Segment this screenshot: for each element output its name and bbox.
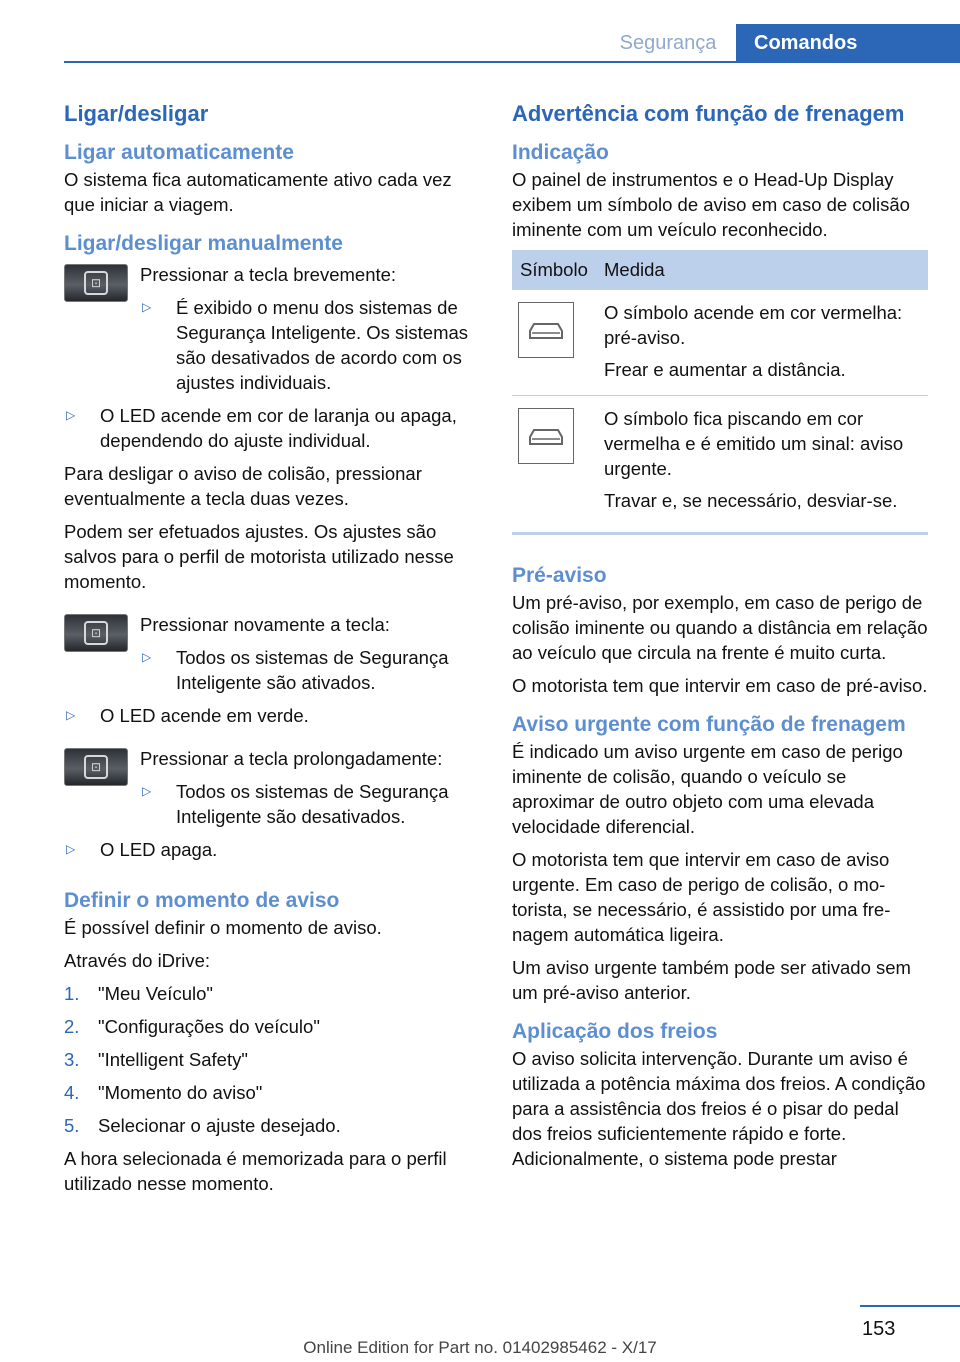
- bullet-text: É exibido o menu dos sistemas de Segurança Inteligente. Os sistemas são desativados de acordo com os ajustes individuais.: [176, 297, 469, 393]
- car-shield-icon: ⊡: [84, 621, 108, 645]
- bullet-text: O LED acende em verde.: [100, 705, 309, 726]
- tab-comandos[interactable]: Comandos: [736, 24, 960, 62]
- edition-footer: Online Edition for Part no. 01402985462 - X/17: [303, 1338, 657, 1357]
- measure-text: Travar e, se necessário, desviar-se.: [604, 490, 898, 511]
- bullet-item: [140, 645, 482, 695]
- triangle-bullet-icon: ▷: [142, 300, 152, 314]
- page-number: 153: [862, 1318, 896, 1340]
- footer-rule: [860, 1305, 960, 1307]
- bullet-text: Todos os sistemas de Segurança Inteligente são desativados.: [176, 781, 449, 827]
- car-shield-icon: ⊡: [84, 755, 108, 779]
- paragraph-ajustes: Podem ser efetuados ajustes. Os ajustes são salvos para o perfil de motorista utilizado nesse momento.: [64, 521, 454, 592]
- idrive-steps: [64, 981, 482, 1138]
- paragraph-closing: A hora selecionada é memorizada para o perfil utilizado nesse momento.: [64, 1148, 447, 1194]
- step-item: 2. "Configurações do veículo": [64, 1016, 320, 1037]
- table-header-medida: Medida: [604, 250, 928, 290]
- right-column: [512, 100, 928, 1179]
- key-row-1: [64, 262, 482, 403]
- step-item: 1. "Meu Veículo": [64, 983, 213, 1004]
- heading-aviso-urgente: Aviso urgente com função de frenagem: [512, 713, 906, 736]
- paragraph-momento: É possível definir o momento de aviso.: [64, 917, 382, 938]
- heading-momento: Definir o momento de aviso: [64, 889, 340, 912]
- button-key-image: [64, 264, 128, 302]
- step-item: 4. "Momento do aviso": [64, 1082, 263, 1103]
- measure-text: Frear e aumentar a distância.: [604, 359, 846, 380]
- tab-seguranca[interactable]: Segurança: [619, 32, 717, 54]
- section-title-advertencia: Advertência com função de frenagem: [512, 101, 905, 126]
- bullet-item: [140, 779, 482, 829]
- bullet-item: [64, 703, 482, 728]
- paragraph-urgente-2: O motorista tem que intervir em caso de aviso urgente. Em caso de perigo de colisão, o motorista, se necessário, é assistido por uma frenagem automática ligeira.: [512, 849, 891, 945]
- symbol-table: [512, 250, 928, 526]
- triangle-bullet-icon: ▷: [66, 842, 76, 856]
- bullet-text: O LED apaga.: [100, 839, 218, 860]
- heading-ligar-auto: Ligar automaticamente: [64, 141, 294, 164]
- paragraph-indicacao: O painel de instrumentos e o Head-Up Display exibem um símbolo de aviso em caso de colisão iminente com um veículo reconhecido.: [512, 169, 910, 240]
- bullet-item: [64, 837, 482, 862]
- triangle-bullet-icon: ▷: [142, 650, 152, 664]
- triangle-bullet-icon: ▷: [66, 708, 76, 722]
- left-column: [64, 100, 482, 1204]
- car-warning-icon: [518, 408, 574, 464]
- measure-text: O símbolo acende em cor vermelha: pré-aviso.: [604, 302, 903, 348]
- table-bottom-rule: [512, 532, 928, 535]
- section-title-ligar: Ligar/desligar: [64, 101, 209, 126]
- bullet-item: [140, 295, 482, 395]
- press-long-text: Pressionar a tecla prolongadamente:: [140, 748, 443, 769]
- heading-freios: Aplicação dos freios: [512, 1020, 718, 1043]
- paragraph-idrive: Através do iDrive:: [64, 950, 210, 971]
- key-row-2: [64, 612, 482, 703]
- paragraph-pre-aviso-2: O motorista tem que intervir em caso de pré-aviso.: [512, 675, 928, 696]
- header-rule: [64, 61, 960, 63]
- table-header-simbolo: Símbolo: [512, 250, 604, 290]
- heading-manual: Ligar/desligar manualmente: [64, 232, 343, 255]
- paragraph-auto: O sistema fica automaticamente ativo cada vez que iniciar a viagem.: [64, 169, 452, 215]
- bullet-text: Todos os sistemas de Segurança Inteligente são ativados.: [176, 647, 449, 693]
- paragraph-urgente-1: É indicado um aviso urgente em caso de perigo iminente de colisão, quando o veículo se aproximar de outro objeto com uma elevada velocidade diferencial.: [512, 741, 903, 837]
- car-warning-icon: [518, 302, 574, 358]
- triangle-bullet-icon: ▷: [66, 408, 76, 422]
- heading-pre-aviso: Pré-aviso: [512, 564, 607, 587]
- table-row: [512, 290, 928, 396]
- car-shield-icon: ⊡: [84, 271, 108, 295]
- heading-indicacao: Indicação: [512, 141, 609, 164]
- paragraph-pre-aviso-1: Um pré-aviso, por exemplo, em caso de perigo de colisão iminente ou quando a distância em relação ao veículo que circula na frente é muito curta.: [512, 592, 928, 663]
- step-item: 5. Selecionar o ajuste desejado.: [64, 1115, 341, 1136]
- press-short-text: Pressionar a tecla brevemente:: [140, 264, 397, 285]
- paragraph-desligar: Para desligar o aviso de colisão, pressionar eventualmente a tecla duas vezes.: [64, 463, 422, 509]
- button-key-image: [64, 614, 128, 652]
- bullet-item: [64, 403, 482, 453]
- paragraph-urgente-3: Um aviso urgente também pode ser ativado sem um pré-aviso anterior.: [512, 957, 911, 1003]
- button-key-image: [64, 748, 128, 786]
- bullet-text: O LED acende em cor de laranja ou apaga, dependendo do ajuste individual.: [100, 405, 457, 451]
- table-row: [512, 396, 928, 527]
- press-again-text: Pressionar novamente a tecla:: [140, 614, 390, 635]
- key-row-3: [64, 746, 482, 837]
- measure-text: O símbolo fica piscando em cor vermelha e é emitido um sinal: aviso urgente.: [604, 408, 904, 479]
- header-tabs: [600, 24, 960, 62]
- step-item: 3. "Intelligent Safety": [64, 1049, 248, 1070]
- paragraph-freios: O aviso solicita intervenção. Durante um aviso é utilizada a potência máxima dos freios. A condição para a assistência dos freios é o pisar do pedal dos freios suficientemente rápido e forte. Adicionalmente, o sistema pode prestar: [512, 1048, 926, 1169]
- triangle-bullet-icon: ▷: [142, 784, 152, 798]
